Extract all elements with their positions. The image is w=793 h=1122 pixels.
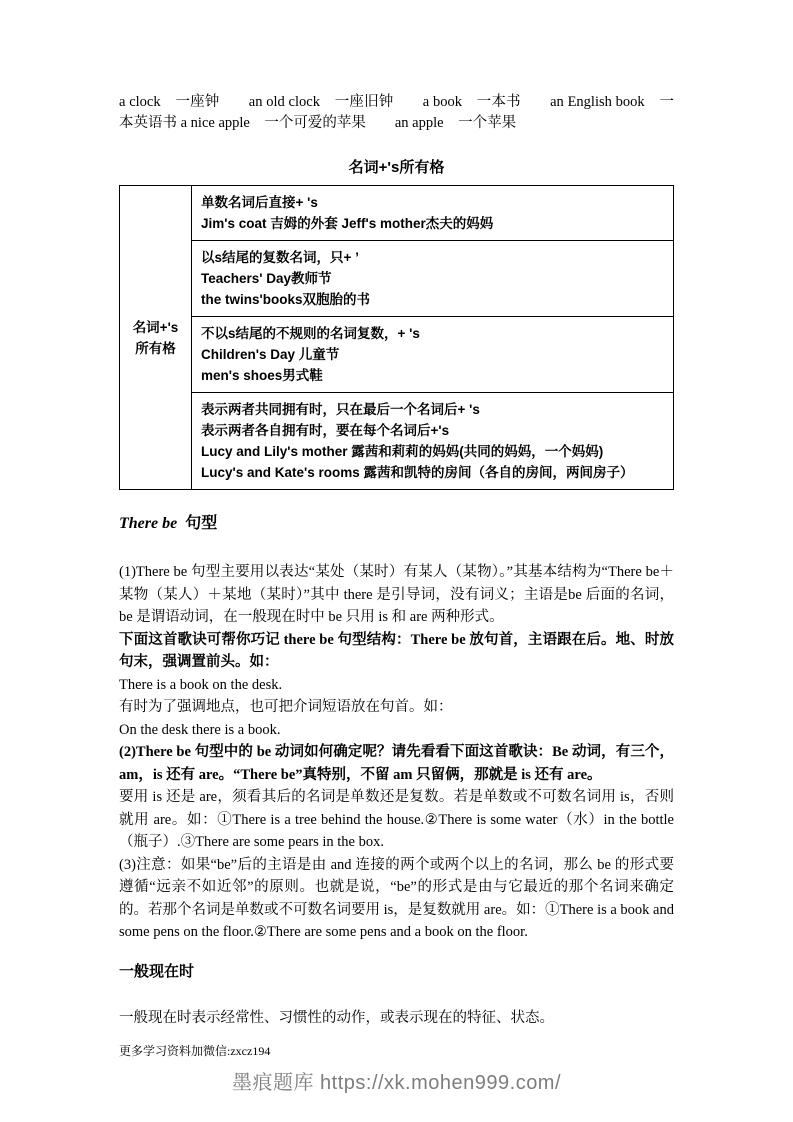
paragraph: (2)There be 句型中的 be 动词如何确定呢？请先看看下面这首歌诀：Be 动词，有三个，am，is 还有 are。“There be”真特别，不留 am 只留俩，那就是 is 还有 are。: [119, 744, 674, 783]
table-cell-joint-ownership-rule: [192, 393, 674, 490]
wechat-contact-note: 更多学习资料加微信:zxcz194: [119, 1044, 271, 1058]
row-header-line: 所有格: [135, 340, 176, 356]
heading-chinese-part: 句型: [185, 515, 218, 532]
possessive-rules-table: [119, 185, 674, 490]
cell-line: the twins'books双胞胎的书: [201, 292, 370, 307]
heading-english-part: There be: [119, 515, 178, 532]
cell-line: Lucy and Lily's mother 露茜和莉莉的妈妈(共同的妈妈，一个妈妈): [201, 444, 604, 459]
paragraph: 要用 is 还是 are，须看其后的名词是单数还是复数。若是单数或不可数名词用 is，否则就用 are。如：①There is a tree behind the house.②There is some water（水）in the bottle（瓶子）.③There are some pears in the box.: [119, 789, 674, 850]
table-row: [120, 241, 674, 317]
cell-line: 不以s结尾的不规则的名词复数，+ 's: [201, 326, 420, 341]
possessive-table-title: 名词+'s所有格: [348, 159, 445, 176]
there-be-section-heading: [119, 510, 674, 533]
intro-vocab-paragraph: a clock 一座钟 an old clock 一座旧钟 a book 一本书 an English book 一本英语书 a nice apple 一个可爱的苹果 an apple 一个苹果: [119, 94, 674, 131]
cell-line: 表示两者各自拥有时，要在每个名词后+'s: [201, 423, 450, 438]
paragraph: (3)注意：如果“be”后的主语是由 and 连接的两个或两个以上的名词，那么 be 的形式要遵循“远亲不如近邻”的原则。也就是说，“be”的形式是由与它最近的那个名词来确定的。若那个名词是单数或不可数名词要用 is，是复数就用 are。如：①There is a book and some pens on the floor.②There are some pens and a book on the floor.: [119, 856, 674, 940]
paragraph: 下面这首歌诀可帮你巧记 there be 句型结构：There be 放句首，主语跟在后。地、时放句末，强调置前头。如：: [119, 631, 674, 670]
table-row: [120, 393, 674, 490]
paragraph: (1)There be 句型主要用以表达“某处（某时）有某人（某物）。”其基本结构为“There be＋某物（某人）＋某地（某时）”其中 there 是引导词，没有词义；主语是be 后面的名词， be 是谓语动词，在一般现在时中 be 只用 is 和 are 两种形式。: [119, 564, 674, 625]
site-watermark: 墨痕题库 https://xk.mohen999.com/: [231, 1072, 562, 1094]
cell-line: Lucy's and Kate's rooms 露茜和凯特的房间（各自的房间，两间房子）: [201, 465, 634, 480]
paragraph-example-sentence: On the desk there is a book.: [119, 721, 281, 738]
cell-line: 单数名词后直接+ 's: [201, 195, 318, 210]
table-row: [120, 317, 674, 393]
cell-line: 以s结尾的复数名词，只+ ’: [201, 250, 359, 265]
table-cell-plural-s-rule: [192, 241, 674, 317]
table-cell-irregular-plural-rule: [192, 317, 674, 393]
row-header-line: 名词+'s: [132, 319, 179, 335]
there-be-paragraphs: [119, 561, 674, 944]
table-row-header: [120, 186, 192, 490]
cell-line: men's shoes男式鞋: [201, 368, 323, 383]
paragraph-example-sentence: There is a book on the desk.: [119, 676, 283, 693]
paragraph: 有时为了强调地点，也可把介词短语放在句首。如：: [119, 699, 453, 715]
cell-line: Teachers' Day教师节: [201, 271, 332, 286]
present-tense-paragraph: 一般现在时表示经常性、习惯性的动作，或表示现在的特征、状态。: [119, 1009, 554, 1026]
table-row: [120, 186, 674, 241]
present-tense-heading: 一般现在时: [119, 962, 195, 980]
cell-line: 表示两者共同拥有时，只在最后一个名词后+ 's: [201, 402, 480, 417]
table-cell-singular-rule: [192, 186, 674, 241]
cell-line: Children's Day 儿童节: [201, 347, 340, 362]
cell-line: Jim's coat 吉姆的外套 Jeff's mother杰夫的妈妈: [201, 216, 494, 231]
